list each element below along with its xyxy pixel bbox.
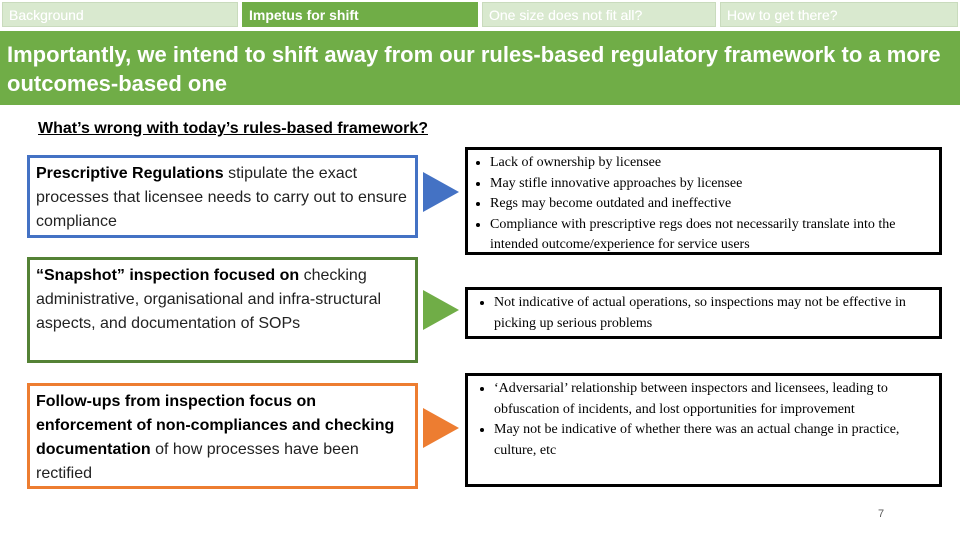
title-banner [0, 31, 960, 105]
box-bold-text: “Snapshot” inspection focused on [36, 267, 300, 284]
left-column-heading: What’s wrong with today’s rules-based framework? [38, 120, 428, 137]
list-item: • Lack of ownership by licensee [490, 153, 933, 174]
tab-label: How to get there? [727, 7, 838, 23]
section-tabs [0, 0, 960, 30]
blue-arrow-icon [423, 172, 459, 212]
list-item: • Not indicative of actual operations, so inspections may not be effective in picking up serious problems [494, 293, 933, 334]
tab-impetus-for-shift[interactable] [242, 2, 478, 27]
tab-how-to-get-there[interactable] [720, 2, 958, 27]
list-item: • ‘Adversarial’ relationship between inspectors and licensees, leading to obfuscation of incidents, and lost opportunities for improvement [494, 379, 933, 420]
snapshot-issues-box [465, 287, 942, 339]
tab-label: Impetus for shift [249, 7, 359, 23]
tab-label: Background [9, 7, 84, 23]
follow-up-issues-box [465, 373, 942, 487]
box-text: of how processes have been rectified [36, 441, 359, 482]
issues-list [478, 379, 933, 461]
orange-arrow-icon [423, 408, 459, 448]
page-number: 7 [878, 508, 885, 520]
tab-background[interactable] [2, 2, 238, 27]
issues-list [474, 153, 933, 256]
snapshot-inspection-box [27, 257, 418, 363]
list-item: • Regs may become outdated and ineffective [490, 194, 933, 215]
list-item: • Compliance with prescriptive regs does not necessarily translate into the intended outcome/experience for service users [490, 215, 933, 256]
box-bold-text: Prescriptive Regulations [36, 165, 224, 182]
follow-ups-box [27, 383, 418, 489]
issues-list [478, 293, 933, 334]
box-text: checking administrative, organisational and infra-structural aspects, and documentation of SOPs [36, 267, 382, 332]
box-bold-text: Follow-ups from inspection focus on enforcement of non-compliances and checking documentation [36, 393, 395, 458]
prescriptive-issues-box [465, 147, 942, 255]
list-item: • May not be indicative of whether there was an actual change in practice, culture, etc [494, 420, 933, 461]
green-arrow-icon [423, 290, 459, 330]
tab-one-size[interactable] [482, 2, 716, 27]
prescriptive-regulations-box [27, 155, 418, 238]
box-text: stipulate the exact processes that licensee needs to carry out to ensure compliance [36, 165, 407, 230]
slide-title: Importantly, we intend to shift away from our rules-based regulatory framework to a more outcomes-based one [7, 42, 941, 96]
tab-label: One size does not fit all? [489, 7, 643, 23]
list-item: • May stifle innovative approaches by licensee [490, 174, 933, 195]
